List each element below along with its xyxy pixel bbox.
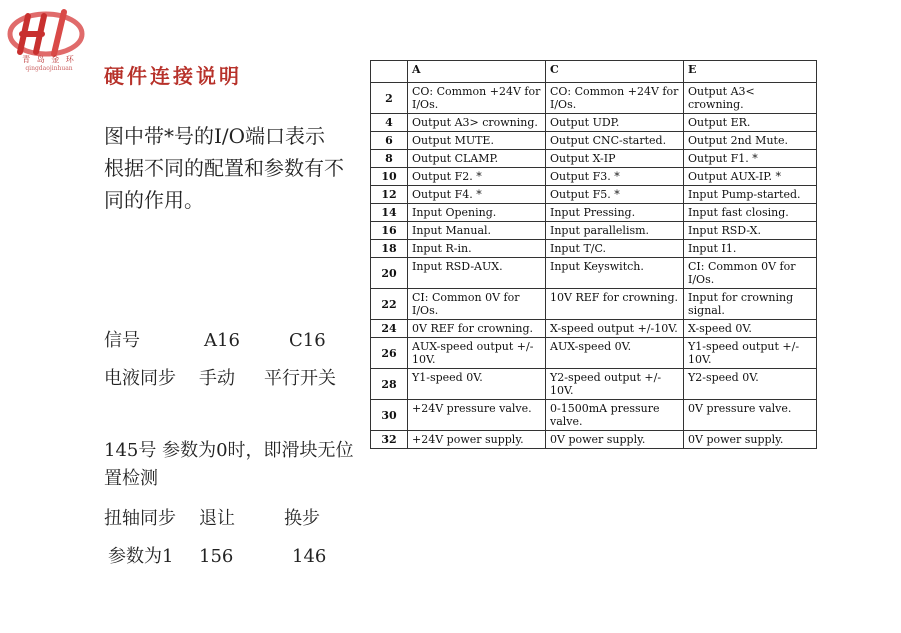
table-row bbox=[371, 222, 817, 240]
pin-description: 10V REF for crowning. bbox=[546, 289, 684, 320]
table-row bbox=[371, 83, 817, 114]
pin-description: X-speed output +/-10V. bbox=[546, 320, 684, 338]
pin-description: Output F3. * bbox=[546, 168, 684, 186]
pin-description: Output X-IP bbox=[546, 150, 684, 168]
pin-number: 26 bbox=[371, 338, 408, 369]
pin-description: Input I1. bbox=[684, 240, 817, 258]
pin-description: CI: Common 0V for I/Os. bbox=[684, 258, 817, 289]
pin-number: 8 bbox=[371, 150, 408, 168]
pin-description: Output A3> crowning. bbox=[408, 114, 546, 132]
sync-a: 手动 bbox=[199, 368, 235, 389]
sync-label: 电液同步 bbox=[104, 368, 176, 389]
pin-description: Input Pressing. bbox=[546, 204, 684, 222]
pin-number: 6 bbox=[371, 132, 408, 150]
pin-description: 0V power supply. bbox=[546, 431, 684, 449]
pin-description: AUX-speed output +/- 10V. bbox=[408, 338, 546, 369]
pin-description: CO: Common +24V for I/Os. bbox=[408, 83, 546, 114]
pin-number: 12 bbox=[371, 186, 408, 204]
param-a: 156 bbox=[199, 546, 234, 567]
pin-number: 28 bbox=[371, 369, 408, 400]
table-row bbox=[371, 132, 817, 150]
pin-number: 16 bbox=[371, 222, 408, 240]
header-cell: A bbox=[408, 61, 546, 83]
pin-description: Y1-speed output +/- 10V. bbox=[684, 338, 817, 369]
pin-description: +24V power supply. bbox=[408, 431, 546, 449]
pin-description: Output 2nd Mute. bbox=[684, 132, 817, 150]
pin-description: Y2-speed 0V. bbox=[684, 369, 817, 400]
table-row bbox=[371, 240, 817, 258]
pin-description: Input Keyswitch. bbox=[546, 258, 684, 289]
torsion-c: 换步 bbox=[284, 508, 320, 529]
logo-caption: 青 岛 金 环 qingdaojinhuan bbox=[22, 55, 76, 72]
pin-number: 14 bbox=[371, 204, 408, 222]
pin-number: 2 bbox=[371, 83, 408, 114]
param-145-note: 145号 参数为0时，即滑块无位置检测 bbox=[104, 440, 354, 489]
pin-description: Input RSD-AUX. bbox=[408, 258, 546, 289]
pin-description: Input Opening. bbox=[408, 204, 546, 222]
pin-number: 22 bbox=[371, 289, 408, 320]
table-row bbox=[371, 114, 817, 132]
pin-number: 30 bbox=[371, 400, 408, 431]
table-row bbox=[371, 338, 817, 369]
torsion-label: 扭轴同步 bbox=[104, 508, 176, 529]
pin-description: Output AUX-IP. * bbox=[684, 168, 817, 186]
pin-description: Input T/C. bbox=[546, 240, 684, 258]
pin-description: 0V REF for crowning. bbox=[408, 320, 546, 338]
header-cell: E bbox=[684, 61, 817, 83]
pin-description: Input fast closing. bbox=[684, 204, 817, 222]
pin-description: CO: Common +24V for I/Os. bbox=[546, 83, 684, 114]
pin-description: Input R-in. bbox=[408, 240, 546, 258]
pin-number: 20 bbox=[371, 258, 408, 289]
pin-description: +24V pressure valve. bbox=[408, 400, 546, 431]
pin-description: Output MUTE. bbox=[408, 132, 546, 150]
pin-description: Output A3< crowning. bbox=[684, 83, 817, 114]
page-title: 硬件连接说明 bbox=[104, 64, 242, 88]
pin-description: Input Pump-started. bbox=[684, 186, 817, 204]
pin-number: 24 bbox=[371, 320, 408, 338]
signal-label: 信号 bbox=[104, 330, 140, 351]
pin-description: X-speed 0V. bbox=[684, 320, 817, 338]
pin-description: Output F1. * bbox=[684, 150, 817, 168]
header-cell bbox=[371, 61, 408, 83]
pin-description: Y1-speed 0V. bbox=[408, 369, 546, 400]
pin-description: Input Manual. bbox=[408, 222, 546, 240]
header-cell: C bbox=[546, 61, 684, 83]
pin-number: 4 bbox=[371, 114, 408, 132]
pin-description: Output F4. * bbox=[408, 186, 546, 204]
table-row bbox=[371, 400, 817, 431]
pin-description: 0V pressure valve. bbox=[684, 400, 817, 431]
signal-a: A16 bbox=[204, 330, 240, 351]
table-row bbox=[371, 204, 817, 222]
pin-description: Output UDP. bbox=[546, 114, 684, 132]
io-pin-table bbox=[370, 60, 817, 449]
pin-description: CI: Common 0V for I/Os. bbox=[408, 289, 546, 320]
table-row bbox=[371, 289, 817, 320]
pin-description: Output F2. * bbox=[408, 168, 546, 186]
table-row bbox=[371, 258, 817, 289]
table-row bbox=[371, 320, 817, 338]
pin-description: Output ER. bbox=[684, 114, 817, 132]
param-c: 146 bbox=[292, 546, 327, 567]
table-row bbox=[371, 150, 817, 168]
pin-number: 10 bbox=[371, 168, 408, 186]
pin-description: 0V power supply. bbox=[684, 431, 817, 449]
table-row bbox=[371, 168, 817, 186]
table-row bbox=[371, 369, 817, 400]
sync-c: 平行开关 bbox=[264, 368, 336, 389]
table-row bbox=[371, 431, 817, 449]
signal-c: C16 bbox=[289, 330, 326, 351]
param-label: 参数为1 bbox=[108, 546, 174, 567]
table-row bbox=[371, 186, 817, 204]
pin-description: Output CLAMP. bbox=[408, 150, 546, 168]
table-header-row bbox=[371, 61, 817, 83]
pin-description: Y2-speed output +/- 10V. bbox=[546, 369, 684, 400]
pin-description: Output CNC-started. bbox=[546, 132, 684, 150]
intro-text: 图中带*号的I/O端口表示根据不同的配置和参数有不同的作用。 bbox=[104, 124, 344, 212]
pin-description: Input RSD-X. bbox=[684, 222, 817, 240]
pin-description: AUX-speed 0V. bbox=[546, 338, 684, 369]
pin-description: Input parallelism. bbox=[546, 222, 684, 240]
pin-number: 32 bbox=[371, 431, 408, 449]
pin-description: Output F5. * bbox=[546, 186, 684, 204]
pin-description: Input for crowning signal. bbox=[684, 289, 817, 320]
pin-number: 18 bbox=[371, 240, 408, 258]
pin-description: 0-1500mA pressure valve. bbox=[546, 400, 684, 431]
torsion-a: 退让 bbox=[199, 508, 235, 529]
